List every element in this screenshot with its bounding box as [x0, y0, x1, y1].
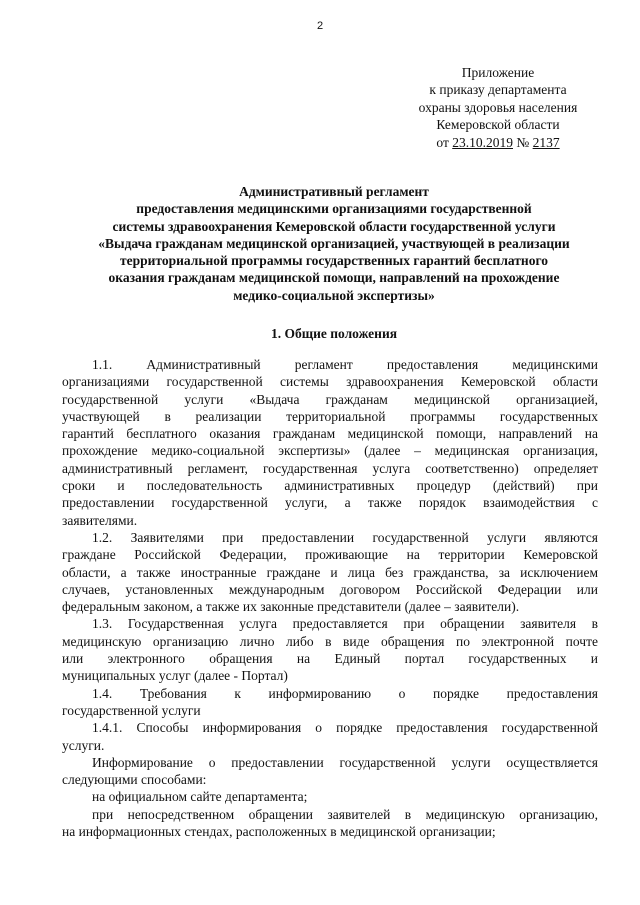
body-line: 1.4.1. Способы информирования о порядке предоставления государственной — [92, 720, 598, 736]
title-line: медико-социальной экспертизы» — [233, 287, 435, 303]
body-line: участвующей в реализации территориальной программы государственных — [62, 408, 598, 424]
body-line: медицинскую организацию лично либо в виде обращения по электронной почте — [62, 633, 598, 649]
body-line: на официальном сайте департамента; — [92, 789, 308, 805]
body-line: услуги. — [62, 737, 105, 753]
order-date: 23.10.2019 — [452, 134, 513, 150]
body-line: 1.1. Административный регламент предоставления медицинскими — [92, 357, 598, 372]
page-number: 2 — [316, 20, 324, 32]
title-line: системы здравоохранения Кемеровской области государственной услуги — [112, 218, 556, 234]
body-line: или электронного обращения на Единый портал государственных и — [62, 651, 598, 667]
appendix-line: Приложение — [461, 65, 535, 80]
section-heading: 1. Общие положения — [270, 326, 398, 341]
appendix-block — [388, 64, 608, 151]
body-line: заявителями. — [62, 512, 138, 528]
appendix-line: Кемеровской области — [436, 117, 560, 133]
body-line: федеральным законом, а также их законные представители (далее – заявители). — [62, 599, 520, 615]
appendix-line: к приказу департамента — [429, 82, 567, 98]
title-line: Административный регламент — [239, 184, 429, 199]
body-line: граждане Российской Федерации, проживающие на территории Кемеровской — [62, 547, 598, 563]
body-line: на информационных стендах, расположенных в медицинской организации; — [62, 824, 496, 840]
title-line: оказания гражданам медицинской помощи, направлений на прохождение — [108, 270, 560, 286]
appendix-line: охраны здоровья населения — [418, 99, 578, 115]
body-line: гарантий бесплатного оказания гражданам медицинской помощи, направлений на — [62, 426, 598, 442]
body-line: области, а также иностранные граждане и лица без гражданства, за исключением — [62, 564, 598, 580]
body-line: прохождение медико-социальной экспертизы» (далее – медицинская организация, — [62, 443, 598, 459]
body-line: административный регламент, государственная услуга соответственно) определяет — [62, 460, 598, 476]
body-line: организациями государственной системы здравоохранения Кемеровской области — [62, 374, 598, 390]
title-line: предоставления медицинскими организациями государственной — [136, 201, 532, 217]
order-number: 2137 — [532, 134, 560, 150]
appendix-date-line — [388, 134, 608, 151]
body-line: 1.3. Государственная услуга предоставляется при обращении заявителя в — [92, 616, 598, 632]
body-line: следующими способами: — [62, 772, 207, 788]
body-line: Информирование о предоставлении государственной услуги осуществляется — [92, 754, 598, 770]
body-line: предоставлении государственной услуги, а также порядок взаимодействия с — [62, 495, 598, 511]
body-line: государственной услуги — [62, 702, 201, 718]
document-title — [54, 183, 614, 304]
body-line: муниципальных услуг (далее - Портал) — [62, 668, 288, 684]
date-prefix: от — [436, 134, 453, 150]
body-line: случаев, установленных международным договором Российской Федерации или — [62, 581, 598, 597]
body-line: сроки и последовательность административных процедур (действий) при — [62, 478, 598, 494]
number-prefix: № — [512, 134, 533, 150]
title-line: «Выдача гражданам медицинской организацией, участвующей в реализации — [98, 235, 570, 251]
body-line: при непосредственном обращении заявителей в медицинскую организацию, — [92, 806, 598, 822]
document-body — [62, 356, 598, 840]
title-line: территориальной программы государственных гарантий бесплатного — [119, 253, 549, 269]
body-line: государственной услуги «Выдача гражданам медицинской организацией, — [62, 391, 598, 407]
body-line: 1.2. Заявителями при предоставлении государственной услуги являются — [92, 529, 598, 545]
body-line: 1.4. Требования к информированию о порядке предоставления — [92, 685, 598, 701]
